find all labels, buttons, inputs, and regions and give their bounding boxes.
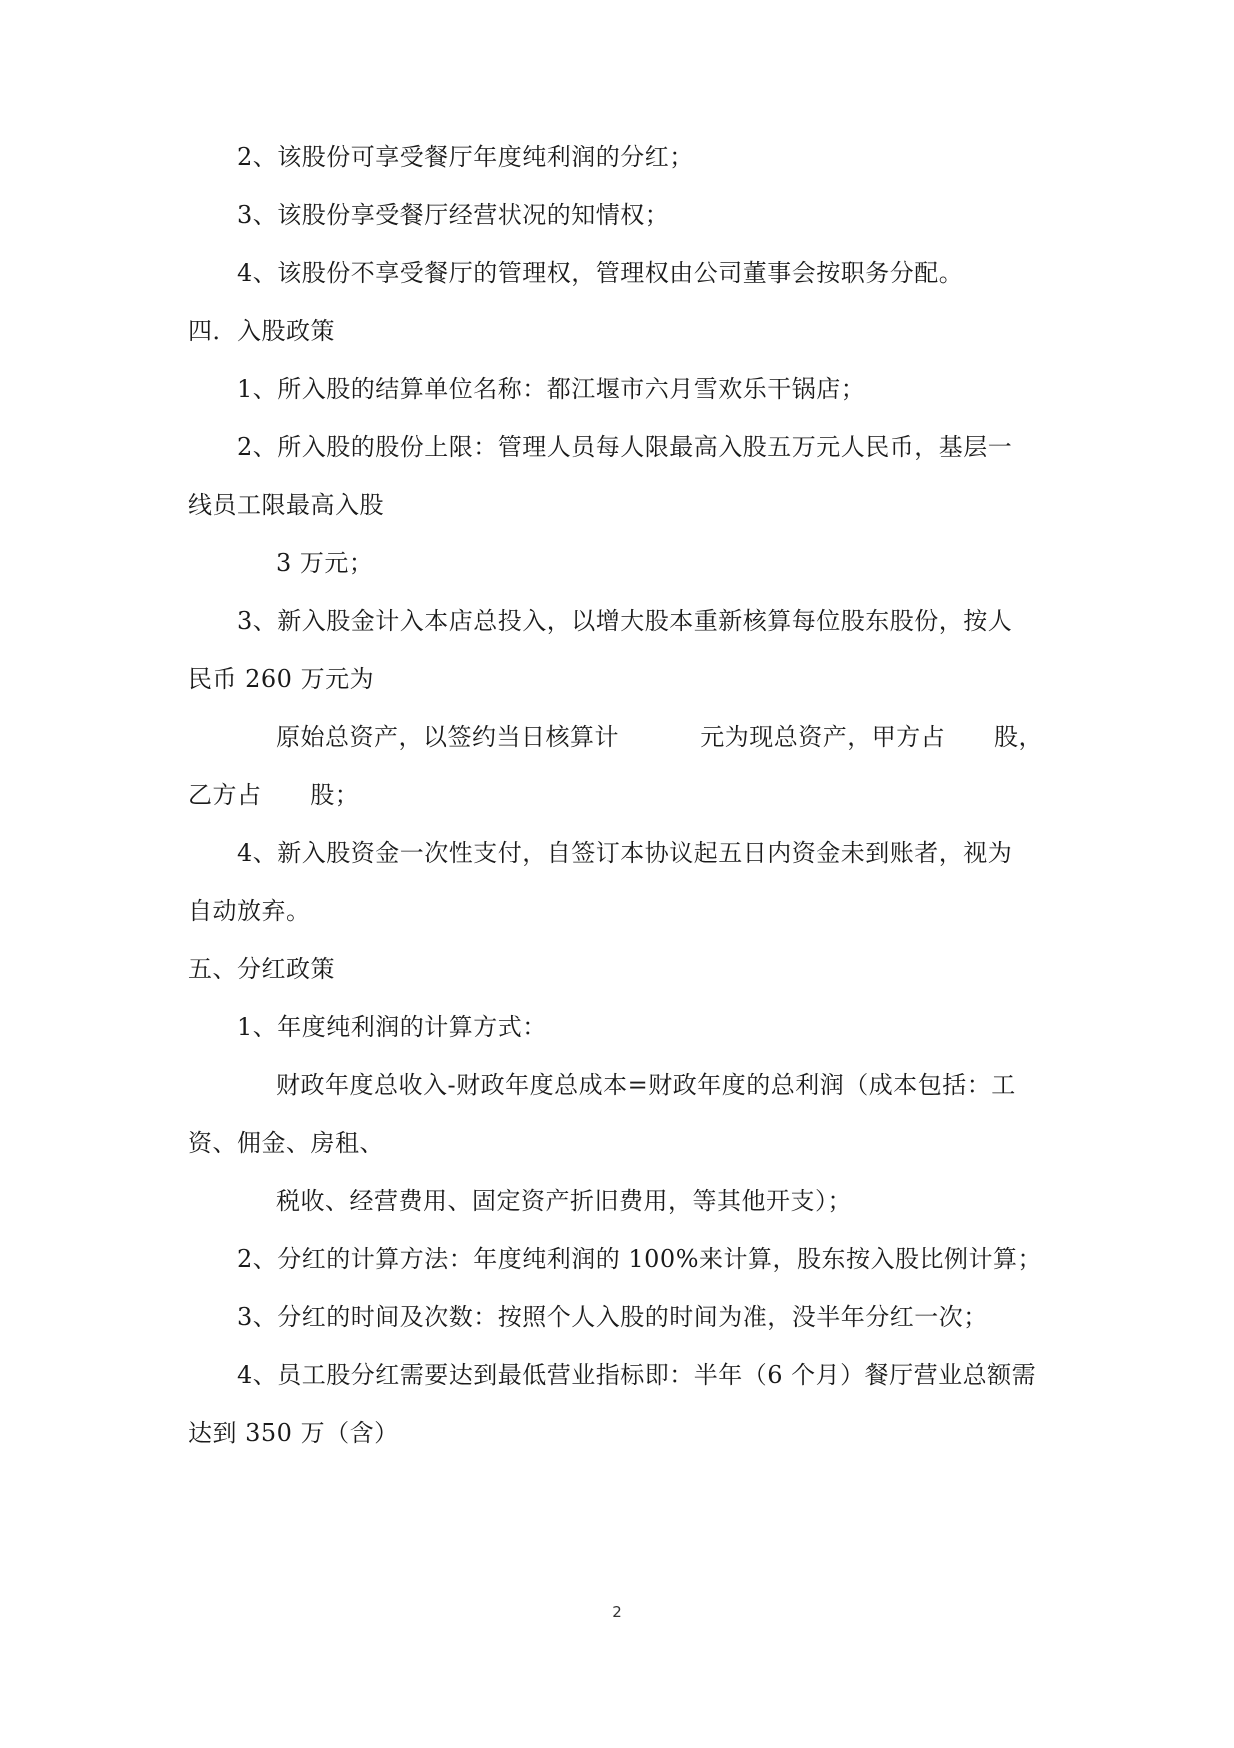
clause-4-3-cont: 民币 260 万元为 (188, 665, 375, 693)
clause-3-2: 2、该股份可享受餐厅年度纯利润的分红； (237, 143, 694, 171)
clause-4-2-cont: 线员工限最高入股 (188, 491, 384, 519)
clause-5-4: 4、员工股分红需要达到最低营业指标即：半年（6 个月）餐厅营业总额需 (237, 1361, 1037, 1389)
clause-4-3-assets: 原始总资产，以签约当日核算计 元为现总资产，甲方占 股， (276, 723, 1044, 751)
section-heading-5: 五、分红政策 (188, 955, 335, 983)
clause-5-1-formula-cont: 资、佣金、房租、 (188, 1129, 384, 1157)
page-number: 2 (612, 1603, 622, 1621)
clause-4-1: 1、所入股的结算单位名称：都江堰市六月雪欢乐干锅店； (237, 375, 866, 403)
clause-3-4: 4、该股份不享受餐厅的管理权，管理权由公司董事会按职务分配。 (237, 259, 964, 287)
clause-3-3: 3、该股份享受餐厅经营状况的知情权； (237, 201, 670, 229)
clause-5-2: 2、分红的计算方法：年度纯利润的 100%来计算，股东按入股比例计算； (237, 1245, 1043, 1273)
clause-5-1: 1、年度纯利润的计算方式： (237, 1013, 547, 1041)
clause-5-1-formula: 财政年度总收入-财政年度总成本=财政年度的总利润（成本包括：工 (276, 1071, 1016, 1099)
clause-4-2-amount: 3 万元； (276, 549, 374, 577)
clause-4-4-cont: 自动放弃。 (188, 897, 311, 925)
clause-4-3-party-b: 乙方占 股； (188, 781, 360, 809)
clause-5-1-formula-cont-2: 税收、经营费用、固定资产折旧费用，等其他开支）； (276, 1187, 852, 1215)
clause-4-4: 4、新入股资金一次性支付，自签订本协议起五日内资金未到账者，视为 (237, 839, 1013, 867)
clause-4-2: 2、所入股的股份上限：管理人员每人限最高入股五万元人民币，基层一 (237, 433, 1013, 461)
clause-5-4-cont: 达到 350 万（含） (188, 1419, 399, 1447)
clause-5-3: 3、分红的时间及次数：按照个人入股的时间为准，没半年分红一次； (237, 1303, 988, 1331)
section-heading-4: 四．入股政策 (188, 317, 335, 345)
clause-4-3: 3、新入股金计入本店总投入，以增大股本重新核算每位股东股份，按人 (237, 607, 1013, 635)
